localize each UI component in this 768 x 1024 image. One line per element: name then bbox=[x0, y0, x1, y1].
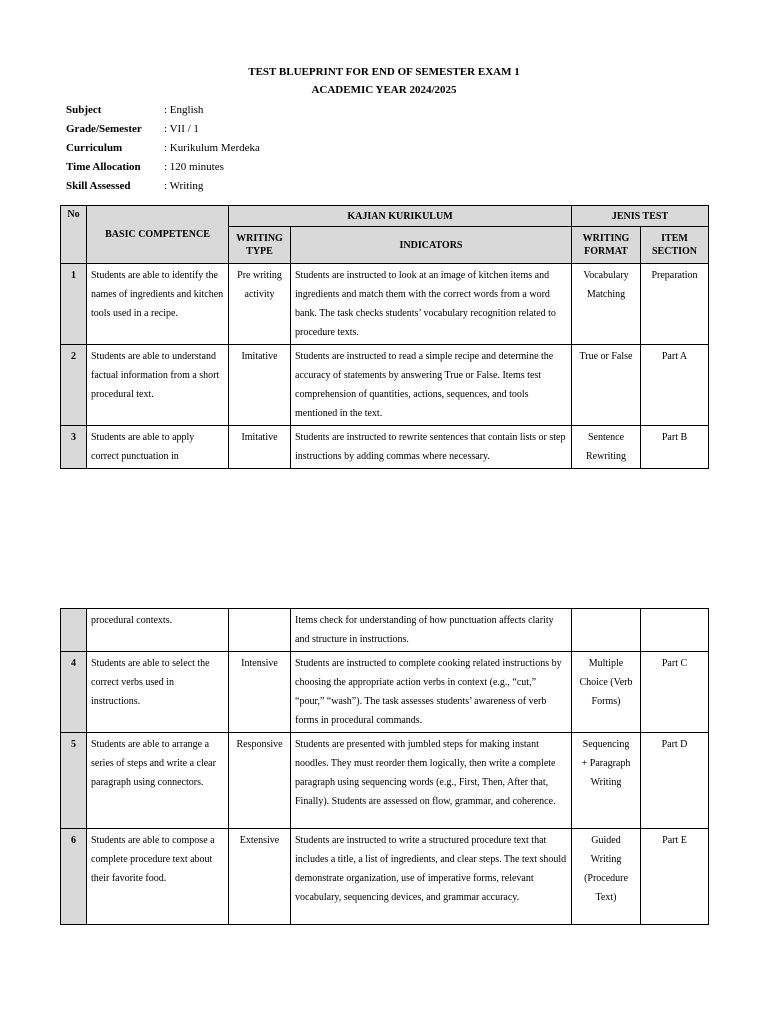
writing-format-cell: True or False bbox=[572, 345, 641, 426]
header-writing-type: WRITING TYPE bbox=[229, 227, 291, 264]
meta-value: : English bbox=[164, 104, 204, 116]
meta-row-subject bbox=[66, 101, 260, 120]
document-title: TEST BLUEPRINT FOR END OF SEMESTER EXAM 1 bbox=[248, 66, 520, 78]
item-section-cell: Part A bbox=[641, 345, 709, 426]
competence-cell: Students are able to compose a complete procedure text about their favorite food. bbox=[87, 829, 229, 925]
row-number: 6 bbox=[61, 829, 87, 925]
indicator-cell: Students are instructed to rewrite sentences that contain lists or step instructions by adding commas where necessary. bbox=[291, 426, 572, 469]
item-section-cell: Part C bbox=[641, 652, 709, 733]
meta-label: Subject bbox=[66, 104, 102, 116]
indicator-cell: Students are presented with jumbled steps for making instant noodles. They must reorder them logically, then write a complete paragraph using sequencing words (e.g., First, Then, After that, Finally). Students are assessed on flow, grammar, and coherence. bbox=[291, 733, 572, 829]
writing-format-cell: Multiple Choice (Verb Forms) bbox=[572, 652, 641, 733]
table-row bbox=[61, 733, 709, 829]
writing-type-cell: Responsive bbox=[229, 733, 291, 829]
meta-label: Curriculum bbox=[66, 142, 123, 154]
writing-format-cell: Sequencing + Paragraph Writing bbox=[572, 733, 641, 829]
table-row bbox=[61, 829, 709, 925]
header-indicators: INDICATORS bbox=[291, 227, 572, 264]
header-basic-competence: BASIC COMPETENCE bbox=[87, 206, 229, 264]
meta-label: Skill Assessed bbox=[66, 180, 131, 192]
item-section-cell: Part D bbox=[641, 733, 709, 829]
writing-format-cell: Vocabulary Matching bbox=[572, 264, 641, 345]
competence-cell: Students are able to arrange a series of steps and write a clear paragraph using connectors. bbox=[87, 733, 229, 829]
header-no: No bbox=[61, 206, 87, 264]
header-jenis-test: JENIS TEST bbox=[572, 206, 709, 227]
meta-value: : Kurikulum Merdeka bbox=[164, 142, 260, 154]
indicator-cell: Items check for understanding of how punctuation affects clarity and structure in instructions. bbox=[291, 609, 572, 652]
meta-value: : 120 minutes bbox=[164, 161, 224, 173]
indicator-cell: Students are instructed to read a simple recipe and determine the accuracy of statements by answering True or False. Items test comprehension of quantities, actions, sequences, and tools mentioned in the text. bbox=[291, 345, 572, 426]
competence-cell: procedural contexts. bbox=[87, 609, 229, 652]
item-section-cell: Preparation bbox=[641, 264, 709, 345]
table-row bbox=[61, 264, 709, 345]
blueprint-table-page2 bbox=[60, 608, 709, 925]
exam-metadata bbox=[66, 101, 260, 196]
indicator-cell: Students are instructed to write a structured procedure text that includes a title, a list of ingredients, and clear steps. The text should demonstrate organization, use of imperative forms, relevant vocabulary, sequencing devices, and grammar accuracy. bbox=[291, 829, 572, 925]
meta-label: Time Allocation bbox=[66, 161, 141, 173]
writing-type-cell: Intensive bbox=[229, 652, 291, 733]
writing-type-cell: Pre writing activity bbox=[229, 264, 291, 345]
meta-row-curriculum bbox=[66, 139, 260, 158]
row-number: 3 bbox=[61, 426, 87, 469]
indicator-cell: Students are instructed to complete cooking related instructions by choosing the appropriate action verbs in context (e.g., “cut,” “pour,” “wash”). The task assesses students’ awareness of verb forms in procedural commands. bbox=[291, 652, 572, 733]
table-row-continuation bbox=[61, 609, 709, 652]
meta-value: : VII / 1 bbox=[164, 123, 199, 135]
writing-type-cell: Imitative bbox=[229, 345, 291, 426]
meta-value: : Writing bbox=[164, 180, 204, 192]
academic-year: ACADEMIC YEAR 2024/2025 bbox=[311, 84, 457, 96]
header-kajian-kurikulum: KAJIAN KURIKULUM bbox=[229, 206, 572, 227]
competence-cell: Students are able to understand factual information from a short procedural text. bbox=[87, 345, 229, 426]
writing-format-cell bbox=[572, 609, 641, 652]
table-row bbox=[61, 345, 709, 426]
row-number: 5 bbox=[61, 733, 87, 829]
header-writing-format: WRITING FORMAT bbox=[572, 227, 641, 264]
writing-format-cell: Sentence Rewriting bbox=[572, 426, 641, 469]
writing-type-cell: Extensive bbox=[229, 829, 291, 925]
writing-format-cell: Guided Writing (Procedure Text) bbox=[572, 829, 641, 925]
writing-type-cell bbox=[229, 609, 291, 652]
blueprint-table-page1 bbox=[60, 205, 709, 469]
competence-cell: Students are able to identify the names of ingredients and kitchen tools used in a recipe. bbox=[87, 264, 229, 345]
meta-row-grade bbox=[66, 120, 260, 139]
competence-cell: Students are able to select the correct verbs used in instructions. bbox=[87, 652, 229, 733]
item-section-cell bbox=[641, 609, 709, 652]
row-number: 4 bbox=[61, 652, 87, 733]
table-row bbox=[61, 426, 709, 469]
indicator-cell: Students are instructed to look at an image of kitchen items and ingredients and match them with the correct words from a word bank. The task checks students’ vocabulary recognition related to procedure texts. bbox=[291, 264, 572, 345]
row-number: 2 bbox=[61, 345, 87, 426]
row-number: 1 bbox=[61, 264, 87, 345]
table-row bbox=[61, 652, 709, 733]
row-number bbox=[61, 609, 87, 652]
meta-label: Grade/Semester bbox=[66, 123, 142, 135]
meta-row-time bbox=[66, 158, 260, 177]
item-section-cell: Part B bbox=[641, 426, 709, 469]
item-section-cell: Part E bbox=[641, 829, 709, 925]
meta-row-skill bbox=[66, 177, 260, 196]
competence-cell: Students are able to apply correct punctuation in bbox=[87, 426, 229, 469]
writing-type-cell: Imitative bbox=[229, 426, 291, 469]
header-item-section: ITEM SECTION bbox=[641, 227, 709, 264]
